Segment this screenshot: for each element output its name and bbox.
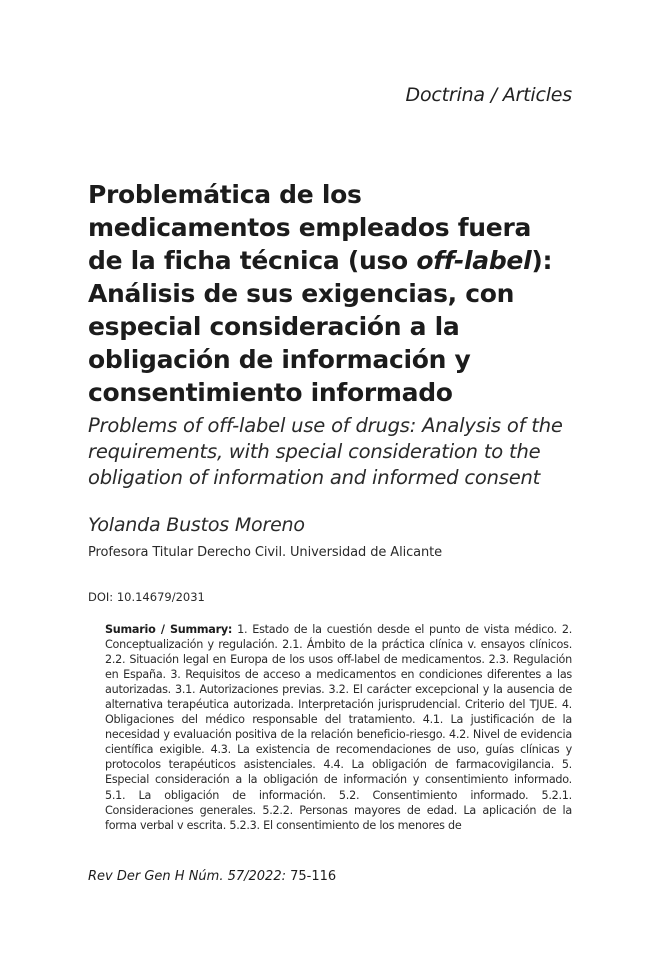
title-es-part2: ): Análisis de sus exigencias, con especial consideración a la obligación de información y consentimiento informado <box>88 246 553 407</box>
article-title-en: Problems of off-label use of drugs: Analysis of the requirements, with special consideration to the obligation of information and informed consent <box>88 414 563 489</box>
title-es-part1: Problemática de los medicamentos empleados fuera de la ficha técnica (uso <box>88 180 532 275</box>
journal-footer <box>88 869 336 884</box>
title-block <box>88 178 568 491</box>
author-affiliation: Profesora Titular Derecho Civil. Universidad de Alicante <box>88 545 443 560</box>
article-title-es <box>88 178 568 409</box>
doi-text: DOI: 10.14679/2031 <box>88 590 205 604</box>
section-label: Doctrina / Articles <box>405 84 572 106</box>
journal-citation: Rev Der Gen H Núm. 57/2022: <box>88 869 286 884</box>
title-es-offlabel: off-label <box>416 246 532 275</box>
summary-paragraph <box>105 622 572 866</box>
summary-label: Sumario / Summary: <box>105 623 233 636</box>
summary-text: 1. Estado de la cuestión desde el punto de vista médico. 2. Conceptualización y regulación. 2.1. Ámbito de la práctica clínica v. ensayos clínicos. 2.2. Situación legal en Europa de los usos off-label de medicamentos. 2.3. Regulación en España. 3. Requisitos de acceso a medicamentos en condiciones diferentes a las autorizadas. 3.1. Autorizaciones previas. 3.2. El carácter excepcional y la ausencia de alternativa terapéutica autorizada. Interpretación jurisprudencial. Criterio del TJUE. 4. Obligaciones del médico responsable del tratamiento. 4.1. La justificación de la necesidad y evaluación positiva de la relación beneficio-riesgo. 4.2. Nivel de evidencia científica exigible. 4.3. La existencia de recomendaciones de uso, guías clínicas y protocolos terapéuticos asistenciales. 4.4. La obligación de farmacovigilancia. 5. Especial consideración a la obligación de información y consentimiento informado. 5.1. La obligación de información. 5.2. Consentimiento informado. 5.2.1. Consideraciones generales. 5.2.2. Personas mayores de edad. La aplicación de la forma verbal v escrita. 5.2.3. El consentimiento de los menores de <box>105 623 572 832</box>
author-name: Yolanda Bustos Moreno <box>88 514 305 536</box>
page-range: 75-116 <box>285 869 337 884</box>
